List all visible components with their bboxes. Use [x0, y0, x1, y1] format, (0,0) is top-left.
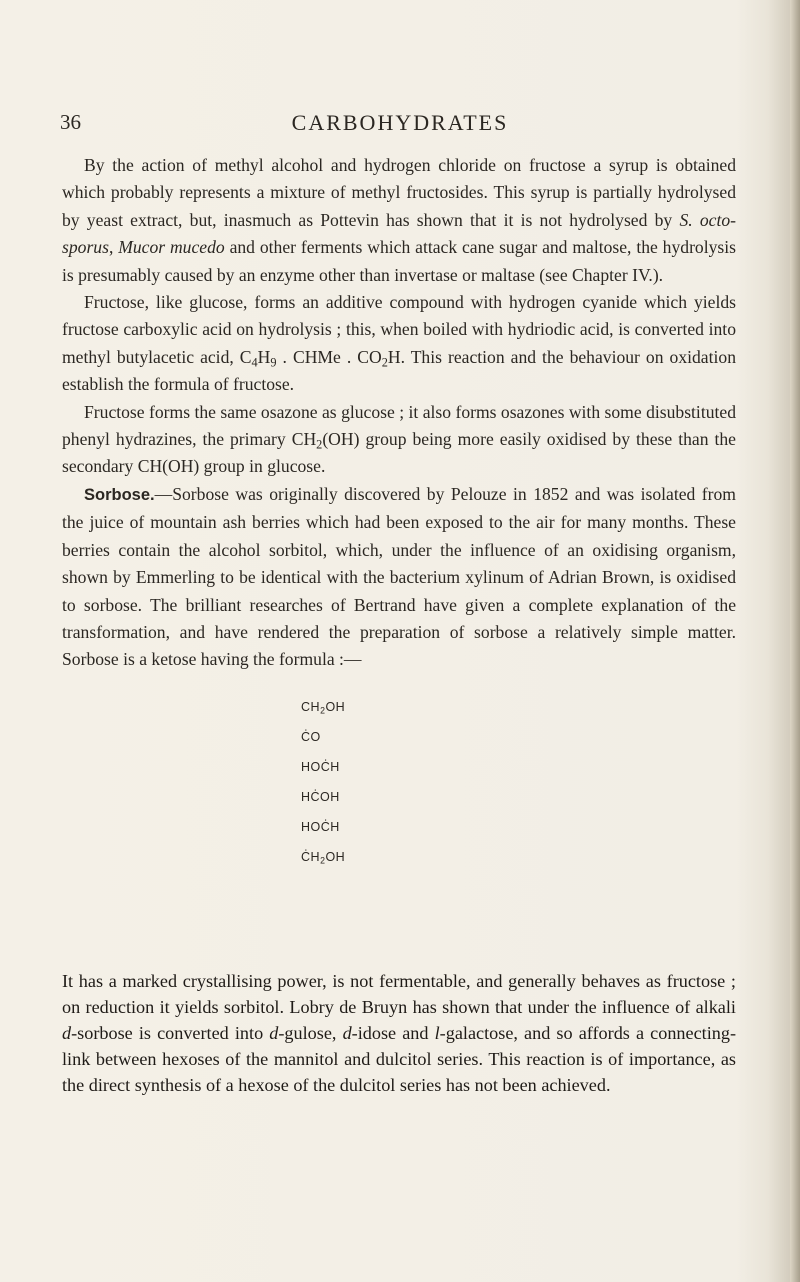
formula-line — [301, 842, 736, 872]
formula-group: OH — [325, 699, 346, 714]
text-run: S. octo-sporus — [62, 209, 737, 258]
text-run: By the action of methyl alcohol and hydrogen chloride on fructose a syrup is obtained which probably represents a mixture of methyl fructosides. This syrup is partially hydrolysed by yeast extract, but, inasmuch as Pottevin has shown that it is not hydrolysed by — [62, 155, 736, 230]
text-run: Fructose, like glucose, forms an additive compound with hydrogen cyanide which yields fructose carboxylic acid on hydrolysis ; this, when boiled with hydriodic acid, is converted into methyl butylacetic acid, C — [62, 292, 736, 367]
text-run: It has a marked crystallising power, is not fermentable, and generally behaves as fructose ; on reduction it yields sorbitol. Lobry de Bruyn has shown that under the influence of alkali — [62, 971, 736, 1017]
formula-line — [301, 752, 736, 782]
formula-group: HOĊH — [301, 819, 340, 834]
page-header — [0, 110, 800, 144]
formula-group: CH — [301, 699, 321, 714]
subscript: 2 — [320, 705, 326, 716]
formula-line — [301, 722, 736, 752]
formula-group: HĊOH — [301, 789, 340, 804]
text-run: . CHMe . CO — [276, 346, 382, 367]
formula-group: OH — [325, 849, 346, 864]
text-run: -sorbose is converted into — [71, 1023, 270, 1043]
text-run: , — [108, 237, 119, 258]
formula-line — [301, 812, 736, 842]
formula-line — [301, 692, 736, 722]
formula-group: HOĊH — [301, 759, 340, 774]
running-head: CARBOHYDRATES — [291, 110, 509, 135]
paragraph-osazone — [62, 399, 736, 481]
paragraph-hydrogen-cyanide — [62, 289, 736, 399]
body-text — [62, 152, 736, 886]
formula-group: ĊH — [301, 849, 321, 864]
page-edge-shadow — [790, 0, 800, 1282]
paragraph-methyl-fructosides — [62, 152, 736, 289]
text-run: l — [434, 1023, 440, 1043]
subscript: 4 — [251, 355, 258, 370]
text-run: Mucor mucedo — [118, 237, 225, 258]
text-run: (OH) group being more easily oxidised by these than the secondary CH(OH) group in glucose. — [62, 429, 736, 477]
closing-text — [62, 968, 736, 1098]
text-run: -idose and — [351, 1023, 435, 1043]
text-run: Fructose forms the same osazone as glucose ; it also forms osazones with some disubstituted phenyl hydrazines, the primary CH — [62, 401, 736, 450]
text-run: H — [257, 346, 271, 367]
paragraph-sorbose-properties — [62, 968, 736, 1098]
page-number: 36 — [60, 110, 81, 134]
formula-group: ĊO — [301, 729, 321, 744]
text-run: and other ferments which attack cane sugar and maltose, the hydrolysis is presumably caused by an enzyme other than invertase or maltase (see Chapter IV.). — [62, 237, 736, 285]
subscript: 2 — [320, 855, 326, 866]
formula-line — [301, 782, 736, 812]
text-run: d — [342, 1023, 352, 1043]
sorbose-structural-formula — [301, 692, 736, 872]
text-run: d — [269, 1023, 279, 1043]
section-heading: Sorbose. — [84, 485, 155, 504]
text-run: —Sorbose was originally discovered by Pelouze in 1852 and was isolated from the juice of mountain ash berries which had been exposed to the air for many months. These berries contain the alcohol sorbitol, which, under the influence of an oxidising organism, shown by Emmerling to be identical with the bacterium xylinum of Adrian Brown, is oxidised to sorbose. The brilliant researches of Bertrand have given a complete explanation of the transformation, and have rendered the preparation of sorbose a relatively simple matter. Sorbose is a ketose having the formula :— — [62, 483, 736, 670]
subscript: 9 — [270, 355, 277, 370]
text-run: d — [62, 1023, 72, 1043]
subscript: 2 — [316, 437, 323, 452]
subscript: 2 — [381, 355, 388, 370]
text-run: -galactose, and so affords a connecting-link between hexoses of the mannitol and dulcitol series. This reaction is of importance, as the direct synthesis of a hexose of the dulcitol series has not been achieved. — [62, 1023, 737, 1095]
text-run: H. This reaction and the behaviour on oxidation establish the formula of fructose. — [62, 346, 736, 395]
paragraph-sorbose — [62, 481, 736, 674]
text-run: -gulose, — [278, 1023, 343, 1043]
